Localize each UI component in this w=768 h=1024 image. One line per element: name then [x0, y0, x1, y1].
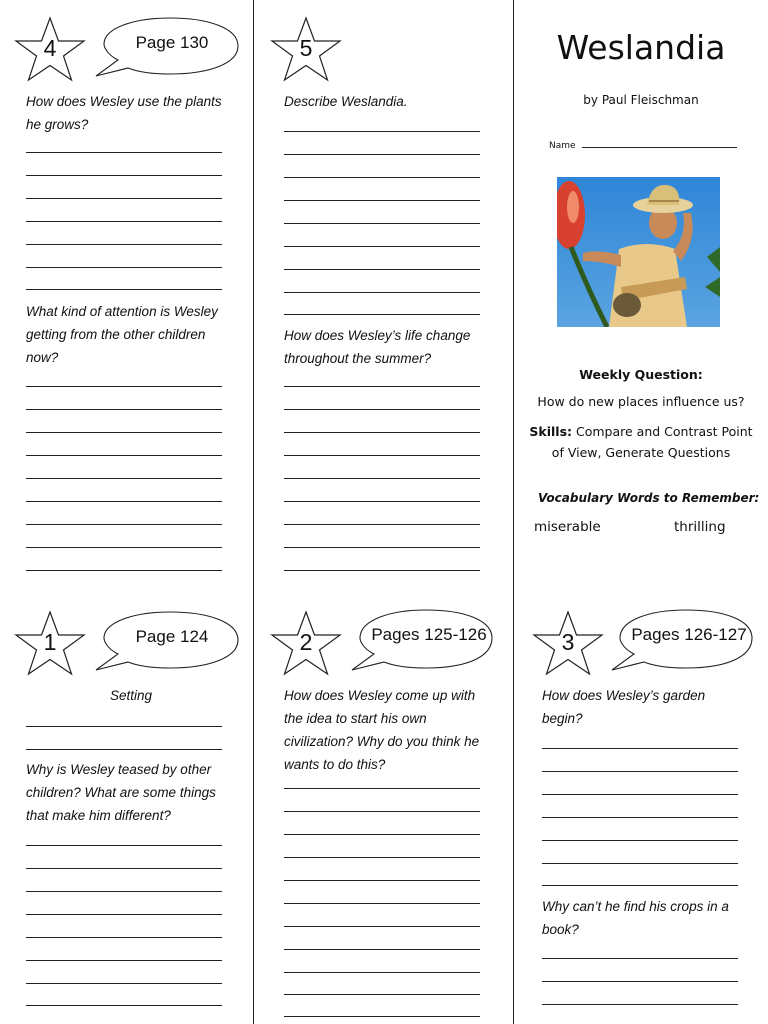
answer-line[interactable]	[542, 958, 738, 959]
answer-line[interactable]	[284, 200, 480, 201]
answer-line[interactable]	[284, 524, 480, 525]
question-1	[542, 684, 764, 730]
answer-line[interactable]	[542, 885, 738, 886]
skills-line-1: Compare and Contrast Point	[576, 424, 753, 439]
page-bubble	[94, 610, 242, 672]
answer-line[interactable]	[284, 154, 480, 155]
answer-line[interactable]	[284, 177, 480, 178]
answer-line[interactable]	[26, 152, 222, 153]
boy-with-plant-image	[557, 177, 720, 327]
answer-line[interactable]	[542, 840, 738, 841]
question-line: begin?	[542, 711, 583, 726]
panel-5	[254, 0, 513, 590]
answer-line[interactable]	[284, 880, 480, 881]
answer-line[interactable]	[284, 501, 480, 502]
name-field[interactable]	[549, 141, 737, 151]
answer-line[interactable]	[26, 547, 222, 548]
answer-line[interactable]	[284, 131, 480, 132]
skills	[514, 421, 768, 463]
answer-line[interactable]	[26, 983, 222, 984]
question-line: throughout the summer?	[284, 351, 432, 366]
answer-line[interactable]	[26, 501, 222, 502]
skills-label: Skills:	[529, 424, 573, 439]
answer-line[interactable]	[26, 289, 222, 290]
answer-line[interactable]	[26, 937, 222, 938]
answer-line[interactable]	[26, 1005, 222, 1006]
answer-line[interactable]	[542, 981, 738, 982]
answer-line[interactable]	[284, 994, 480, 995]
page-reference: Pages 126-127	[631, 625, 747, 644]
step-number: 1	[43, 629, 57, 655]
panel-1	[0, 594, 253, 1024]
question-1	[26, 90, 241, 136]
question-line: Describe Weslandia.	[284, 94, 408, 109]
vocab-word: thrilling	[674, 519, 726, 535]
answer-line[interactable]	[284, 292, 480, 293]
weekly-question-label: Weekly Question:	[579, 367, 703, 382]
answer-line[interactable]	[284, 386, 480, 387]
answer-line[interactable]	[284, 409, 480, 410]
answer-line[interactable]	[284, 269, 480, 270]
star-badge-4	[14, 16, 86, 82]
book-title: Weslandia	[556, 28, 726, 67]
page-reference: Page 124	[135, 627, 209, 646]
answer-line[interactable]	[542, 794, 738, 795]
panel-4	[0, 0, 253, 590]
answer-line[interactable]	[284, 834, 480, 835]
cover-panel	[514, 0, 768, 590]
question-2	[26, 758, 251, 827]
answer-line[interactable]	[542, 748, 738, 749]
question-line: now?	[26, 350, 59, 365]
question-1	[26, 684, 236, 707]
answer-line[interactable]	[26, 244, 222, 245]
answer-line[interactable]	[284, 903, 480, 904]
answer-line[interactable]	[26, 221, 222, 222]
question-line: Setting	[109, 688, 153, 703]
step-number: 3	[561, 629, 575, 655]
question-line: civilization? Why do you think he	[284, 734, 480, 749]
answer-line[interactable]	[284, 478, 480, 479]
star-badge-1	[14, 610, 86, 676]
skills-line-2: of View, Generate Questions	[551, 445, 731, 460]
answer-line[interactable]	[26, 914, 222, 915]
answer-line[interactable]	[542, 1004, 738, 1005]
name-blank[interactable]	[582, 147, 737, 148]
star-badge-3	[532, 610, 604, 676]
question-line: he grows?	[26, 117, 89, 132]
answer-line[interactable]	[284, 857, 480, 858]
star-badge-5	[270, 16, 342, 82]
answer-line[interactable]	[284, 811, 480, 812]
answer-line[interactable]	[26, 726, 222, 727]
answer-line[interactable]	[542, 817, 738, 818]
answer-line[interactable]	[26, 960, 222, 961]
answer-line[interactable]	[284, 223, 480, 224]
answer-line[interactable]	[26, 478, 222, 479]
step-number: 2	[299, 629, 313, 655]
question-line: the idea to start his own	[284, 711, 427, 726]
question-2	[542, 895, 764, 941]
cover-illustration	[557, 177, 720, 327]
question-2	[26, 300, 251, 369]
answer-line[interactable]	[542, 863, 738, 864]
question-2	[284, 324, 509, 370]
question-line: Why is Wesley teased by other	[26, 762, 212, 777]
answer-line[interactable]	[284, 972, 480, 973]
answer-line[interactable]	[26, 198, 222, 199]
step-number: 4	[43, 35, 57, 61]
answer-line[interactable]	[26, 267, 222, 268]
question-line: How does Wesley come up with	[284, 688, 476, 703]
question-line: that make him different?	[26, 808, 171, 823]
answer-line[interactable]	[26, 749, 222, 750]
question-line: How does Wesley use the plants	[26, 94, 222, 109]
page-bubble	[350, 608, 496, 672]
answer-line[interactable]	[284, 432, 480, 433]
vocab-word: miserable	[534, 519, 601, 535]
answer-line[interactable]	[26, 570, 222, 571]
weekly-question: How do new places influence us?	[537, 394, 745, 409]
answer-line[interactable]	[284, 926, 480, 927]
answer-line[interactable]	[26, 409, 222, 410]
page-reference: Page 130	[135, 33, 209, 52]
vocab-label: Vocabulary Words to Remember:	[538, 491, 760, 505]
answer-line[interactable]	[26, 386, 222, 387]
answer-line[interactable]	[284, 455, 480, 456]
step-number: 5	[299, 35, 313, 61]
question-line: book?	[542, 922, 579, 937]
star-badge-2	[270, 610, 342, 676]
page-reference: Pages 125-126	[371, 625, 487, 644]
page-bubble	[94, 16, 242, 78]
answer-line[interactable]	[26, 432, 222, 433]
answer-line[interactable]	[284, 547, 480, 548]
page-bubble	[610, 608, 756, 672]
answer-line[interactable]	[284, 949, 480, 950]
answer-line[interactable]	[26, 845, 222, 846]
answer-line[interactable]	[26, 524, 222, 525]
question-line: How does Wesley’s garden	[542, 688, 706, 703]
question-1	[284, 684, 509, 776]
answer-line[interactable]	[26, 455, 222, 456]
answer-line[interactable]	[284, 788, 480, 789]
author-line: by Paul Fleischman	[583, 93, 699, 107]
answer-line[interactable]	[284, 1016, 480, 1017]
question-1	[284, 90, 504, 113]
answer-line[interactable]	[26, 891, 222, 892]
question-line: What kind of attention is Wesley	[26, 304, 218, 319]
question-line: children? What are some things	[26, 785, 216, 800]
question-line: Why can’t he find his crops in a	[542, 899, 729, 914]
answer-line[interactable]	[26, 175, 222, 176]
answer-line[interactable]	[284, 246, 480, 247]
question-line: How does Wesley’s life change	[284, 328, 471, 343]
answer-line[interactable]	[284, 570, 480, 571]
question-line: getting from the other children	[26, 327, 206, 342]
answer-line[interactable]	[284, 314, 480, 315]
name-label: Name	[549, 141, 576, 151]
answer-line[interactable]	[26, 868, 222, 869]
answer-line[interactable]	[542, 771, 738, 772]
question-line: wants to do this?	[284, 757, 386, 772]
panel-2	[254, 594, 513, 1024]
panel-3	[514, 594, 768, 1024]
